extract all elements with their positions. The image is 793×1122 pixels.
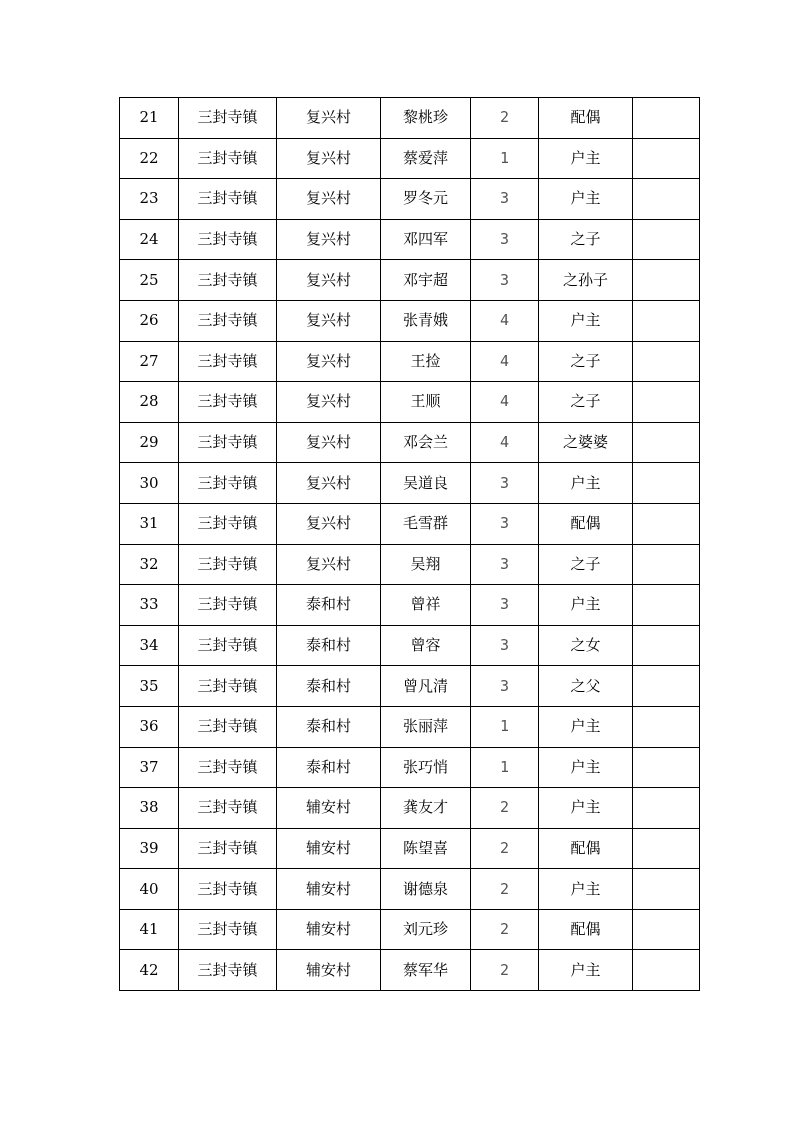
person-name-cell: 陈望喜 (381, 828, 471, 869)
household-size-cell: 1 (471, 747, 539, 788)
table-row (120, 219, 700, 260)
note-cell (633, 625, 700, 666)
person-name-cell: 龚友才 (381, 788, 471, 829)
village-cell: 复兴村 (277, 503, 381, 544)
person-name-cell: 毛雪群 (381, 503, 471, 544)
relation-cell: 户主 (539, 788, 633, 829)
note-cell (633, 219, 700, 260)
person-name-cell: 王捡 (381, 341, 471, 382)
note-cell (633, 503, 700, 544)
relation-cell: 户主 (539, 463, 633, 504)
table-row (120, 788, 700, 829)
village-cell: 辅安村 (277, 869, 381, 910)
row-number-cell: 40 (120, 869, 179, 910)
household-size-cell: 2 (471, 950, 539, 991)
village-cell: 泰和村 (277, 747, 381, 788)
relation-cell: 配偶 (539, 828, 633, 869)
note-cell (633, 382, 700, 423)
village-cell: 辅安村 (277, 950, 381, 991)
note-cell (633, 300, 700, 341)
row-number-cell: 32 (120, 544, 179, 585)
row-number-cell: 34 (120, 625, 179, 666)
note-cell (633, 585, 700, 626)
household-size-cell: 3 (471, 179, 539, 220)
row-number-cell: 38 (120, 788, 179, 829)
village-cell: 泰和村 (277, 706, 381, 747)
note-cell (633, 422, 700, 463)
relation-cell: 之孙子 (539, 260, 633, 301)
table-row (120, 260, 700, 301)
row-number-cell: 24 (120, 219, 179, 260)
town-cell: 三封寺镇 (179, 544, 277, 585)
row-number-cell: 35 (120, 666, 179, 707)
table-row (120, 747, 700, 788)
person-name-cell: 邓四军 (381, 219, 471, 260)
note-cell (633, 341, 700, 382)
relation-cell: 配偶 (539, 909, 633, 950)
row-number-cell: 28 (120, 382, 179, 423)
table-row (120, 585, 700, 626)
row-number-cell: 41 (120, 909, 179, 950)
relation-cell: 之子 (539, 219, 633, 260)
table-row (120, 341, 700, 382)
table-row (120, 706, 700, 747)
table-row (120, 422, 700, 463)
note-cell (633, 869, 700, 910)
person-name-cell: 曾凡清 (381, 666, 471, 707)
person-name-cell: 曾祥 (381, 585, 471, 626)
household-size-cell: 1 (471, 706, 539, 747)
table-row (120, 138, 700, 179)
village-cell: 复兴村 (277, 179, 381, 220)
village-cell: 泰和村 (277, 666, 381, 707)
town-cell: 三封寺镇 (179, 422, 277, 463)
note-cell (633, 179, 700, 220)
household-size-cell: 3 (471, 544, 539, 585)
person-name-cell: 邓宇超 (381, 260, 471, 301)
note-cell (633, 747, 700, 788)
note-cell (633, 950, 700, 991)
household-size-cell: 3 (471, 625, 539, 666)
town-cell: 三封寺镇 (179, 138, 277, 179)
relation-cell: 户主 (539, 138, 633, 179)
note-cell (633, 138, 700, 179)
relation-cell: 之女 (539, 625, 633, 666)
household-size-cell: 2 (471, 98, 539, 139)
table-row (120, 503, 700, 544)
village-cell: 复兴村 (277, 341, 381, 382)
relation-cell: 户主 (539, 300, 633, 341)
row-number-cell: 30 (120, 463, 179, 504)
note-cell (633, 909, 700, 950)
household-size-cell: 4 (471, 300, 539, 341)
town-cell: 三封寺镇 (179, 503, 277, 544)
household-size-cell: 2 (471, 788, 539, 829)
note-cell (633, 98, 700, 139)
person-name-cell: 张青娥 (381, 300, 471, 341)
relation-cell: 户主 (539, 179, 633, 220)
table-row (120, 179, 700, 220)
town-cell: 三封寺镇 (179, 625, 277, 666)
relation-cell: 之婆婆 (539, 422, 633, 463)
table-row (120, 544, 700, 585)
relation-cell: 户主 (539, 950, 633, 991)
table-row (120, 828, 700, 869)
town-cell: 三封寺镇 (179, 98, 277, 139)
town-cell: 三封寺镇 (179, 706, 277, 747)
person-name-cell: 刘元珍 (381, 909, 471, 950)
town-cell: 三封寺镇 (179, 260, 277, 301)
table-body (120, 98, 700, 991)
village-cell: 泰和村 (277, 585, 381, 626)
household-size-cell: 3 (471, 463, 539, 504)
person-name-cell: 张丽萍 (381, 706, 471, 747)
person-name-cell: 谢德泉 (381, 869, 471, 910)
town-cell: 三封寺镇 (179, 869, 277, 910)
row-number-cell: 27 (120, 341, 179, 382)
person-name-cell: 黎桃珍 (381, 98, 471, 139)
row-number-cell: 21 (120, 98, 179, 139)
relation-cell: 之子 (539, 382, 633, 423)
person-name-cell: 蔡爱萍 (381, 138, 471, 179)
table-row (120, 300, 700, 341)
row-number-cell: 22 (120, 138, 179, 179)
town-cell: 三封寺镇 (179, 585, 277, 626)
relation-cell: 户主 (539, 747, 633, 788)
household-size-cell: 3 (471, 219, 539, 260)
row-number-cell: 25 (120, 260, 179, 301)
town-cell: 三封寺镇 (179, 666, 277, 707)
row-number-cell: 26 (120, 300, 179, 341)
table-row (120, 463, 700, 504)
village-cell: 辅安村 (277, 788, 381, 829)
village-cell: 复兴村 (277, 544, 381, 585)
person-name-cell: 邓会兰 (381, 422, 471, 463)
village-cell: 复兴村 (277, 260, 381, 301)
table-row (120, 869, 700, 910)
village-cell: 复兴村 (277, 138, 381, 179)
person-name-cell: 王顺 (381, 382, 471, 423)
row-number-cell: 33 (120, 585, 179, 626)
village-cell: 复兴村 (277, 300, 381, 341)
row-number-cell: 37 (120, 747, 179, 788)
table-row (120, 98, 700, 139)
relation-cell: 户主 (539, 706, 633, 747)
town-cell: 三封寺镇 (179, 341, 277, 382)
town-cell: 三封寺镇 (179, 828, 277, 869)
town-cell: 三封寺镇 (179, 382, 277, 423)
village-cell: 辅安村 (277, 828, 381, 869)
relation-cell: 之父 (539, 666, 633, 707)
relation-cell: 之子 (539, 544, 633, 585)
relation-cell: 户主 (539, 585, 633, 626)
town-cell: 三封寺镇 (179, 463, 277, 504)
village-cell: 泰和村 (277, 625, 381, 666)
town-cell: 三封寺镇 (179, 909, 277, 950)
row-number-cell: 31 (120, 503, 179, 544)
table-row (120, 909, 700, 950)
village-cell: 复兴村 (277, 422, 381, 463)
row-number-cell: 39 (120, 828, 179, 869)
row-number-cell: 23 (120, 179, 179, 220)
village-cell: 复兴村 (277, 219, 381, 260)
note-cell (633, 463, 700, 504)
household-size-cell: 3 (471, 260, 539, 301)
town-cell: 三封寺镇 (179, 219, 277, 260)
household-size-cell: 3 (471, 503, 539, 544)
household-size-cell: 2 (471, 909, 539, 950)
person-name-cell: 吴道良 (381, 463, 471, 504)
village-cell: 复兴村 (277, 463, 381, 504)
village-cell: 复兴村 (277, 98, 381, 139)
household-roster-table (119, 97, 700, 991)
note-cell (633, 666, 700, 707)
relation-cell: 之子 (539, 341, 633, 382)
person-name-cell: 罗冬元 (381, 179, 471, 220)
household-size-cell: 4 (471, 422, 539, 463)
row-number-cell: 36 (120, 706, 179, 747)
household-size-cell: 3 (471, 585, 539, 626)
row-number-cell: 42 (120, 950, 179, 991)
table-row (120, 666, 700, 707)
household-size-cell: 2 (471, 828, 539, 869)
row-number-cell: 29 (120, 422, 179, 463)
note-cell (633, 788, 700, 829)
village-cell: 辅安村 (277, 909, 381, 950)
household-size-cell: 1 (471, 138, 539, 179)
relation-cell: 配偶 (539, 503, 633, 544)
relation-cell: 户主 (539, 869, 633, 910)
table-row (120, 950, 700, 991)
household-size-cell: 3 (471, 666, 539, 707)
town-cell: 三封寺镇 (179, 747, 277, 788)
note-cell (633, 706, 700, 747)
table-row (120, 382, 700, 423)
village-cell: 复兴村 (277, 382, 381, 423)
household-size-cell: 4 (471, 382, 539, 423)
household-size-cell: 4 (471, 341, 539, 382)
household-size-cell: 2 (471, 869, 539, 910)
person-name-cell: 张巧悄 (381, 747, 471, 788)
town-cell: 三封寺镇 (179, 950, 277, 991)
note-cell (633, 828, 700, 869)
town-cell: 三封寺镇 (179, 179, 277, 220)
town-cell: 三封寺镇 (179, 788, 277, 829)
table-row (120, 625, 700, 666)
note-cell (633, 260, 700, 301)
note-cell (633, 544, 700, 585)
relation-cell: 配偶 (539, 98, 633, 139)
person-name-cell: 吴翔 (381, 544, 471, 585)
town-cell: 三封寺镇 (179, 300, 277, 341)
person-name-cell: 蔡军华 (381, 950, 471, 991)
person-name-cell: 曾容 (381, 625, 471, 666)
